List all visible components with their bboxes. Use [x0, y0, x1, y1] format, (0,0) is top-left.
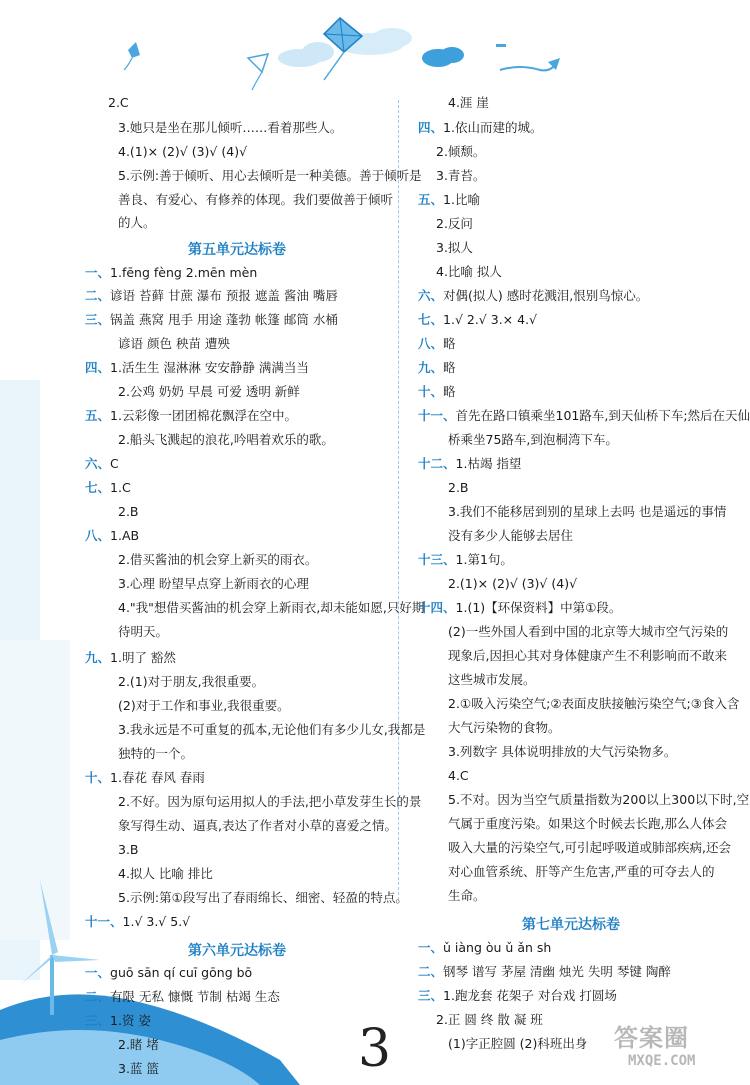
answer-text: 2.船头飞溅起的浪花,吟唱着欢乐的歌。 [118, 432, 334, 447]
question-number: 四、 [418, 120, 444, 135]
answer-text: 4.涯 崖 [448, 95, 489, 110]
answer-line [118, 624, 168, 640]
answer-line [118, 215, 156, 231]
answer-line [85, 528, 139, 544]
answer-text: 1.fēng fèng 2.mēn mèn [110, 265, 258, 280]
question-number: 十、 [85, 770, 111, 785]
page-number-text: 3 [358, 1019, 392, 1076]
answer-line [118, 842, 139, 858]
section-title-text: 第六单元达标卷 [188, 943, 286, 959]
question-number: 十一、 [85, 914, 123, 929]
answer-line [118, 818, 397, 834]
answer-line [418, 312, 537, 328]
column-divider [398, 100, 399, 900]
answer-text: 1.√ 2.√ 3.× 4.√ [443, 312, 538, 327]
answer-text: 钢琴 谱写 茅屋 清幽 烛光 失明 琴键 陶醉 [443, 964, 671, 979]
answer-line [118, 600, 424, 616]
answer-line [418, 336, 456, 352]
question-number: 十一、 [418, 408, 456, 423]
answer-line [85, 650, 176, 666]
answer-text: 4.比喻 拟人 [436, 264, 502, 279]
answer-text: 锅盖 燕窝 甩手 用途 蓬勃 帐篷 邮筒 水桶 [110, 312, 338, 327]
answer-line [448, 95, 489, 111]
answer-line [418, 940, 551, 956]
answer-text: 3.她只是坐在那儿倾听……看着那些人。 [118, 120, 343, 135]
answer-line [418, 120, 542, 136]
answer-text: 2.C [108, 95, 129, 110]
answer-text: 1.AB [110, 528, 140, 543]
answer-text: C [110, 456, 119, 471]
question-number: 六、 [418, 288, 444, 303]
answer-line [118, 576, 309, 592]
section-title-text: 第七单元达标卷 [522, 917, 620, 933]
answer-line [118, 866, 213, 882]
question-number: 一、 [85, 265, 111, 280]
question-number: 三、 [418, 988, 444, 1003]
answer-text: 略 [443, 360, 456, 375]
question-number: 二、 [85, 989, 111, 1004]
question-number: 二、 [418, 964, 444, 979]
question-number: 十二、 [418, 456, 456, 471]
answer-text: 气属于重度污染。如果这个时候去长跑,那么人体会 [448, 816, 727, 831]
answer-line [436, 144, 485, 160]
answer-text: 1.枯竭 指望 [455, 456, 522, 471]
answer-text: 2.睹 堵 [118, 1037, 159, 1052]
answer-line [418, 988, 617, 1004]
answer-text: 的人。 [118, 215, 156, 230]
answer-line [418, 192, 480, 208]
answer-text: 略 [443, 384, 456, 399]
question-number: 八、 [418, 336, 444, 351]
answer-line [85, 965, 252, 981]
answer-line [448, 840, 731, 856]
answer-text: 2.①吸入污染空气;②表面皮肤接触污染空气;③食入含 [448, 696, 740, 711]
question-number: 十三、 [418, 552, 456, 567]
answer-text: 4.拟人 比喻 排比 [118, 866, 213, 881]
answer-line [448, 504, 726, 520]
answer-text: 2.公鸡 奶奶 早晨 可爱 透明 新鲜 [118, 384, 300, 399]
answer-text: 1.资 姿 [110, 1013, 151, 1028]
answer-line [436, 168, 485, 184]
answer-line [448, 672, 536, 688]
answer-text: ǔ iàng òu ǔ ǎn sh [443, 940, 552, 955]
answer-line [118, 120, 342, 136]
question-number: 四、 [85, 360, 111, 375]
answer-text: 1.跑龙套 花架子 对台戏 打圆场 [443, 988, 617, 1003]
answer-line [448, 528, 573, 544]
answer-text: 2.(1)对于朋友,我很重要。 [118, 674, 265, 689]
answer-line [418, 408, 750, 424]
answer-text: 1.春花 春风 春雨 [110, 770, 205, 785]
answer-line [85, 1013, 151, 1029]
section-title-text: 第五单元达标卷 [188, 242, 286, 258]
answer-text: guō sān qí cuī gōng bō [110, 965, 253, 980]
cloud-icon [278, 28, 464, 67]
question-number: 三、 [85, 312, 111, 327]
answer-text: 1.依山而建的城。 [443, 120, 543, 135]
answer-text: 2.正 圆 终 散 凝 班 [436, 1012, 543, 1027]
question-number: 十、 [418, 384, 444, 399]
answer-line [448, 648, 727, 664]
answer-text: (1)字正腔圆 (2)科班出身 [448, 1036, 588, 1051]
answer-text: (2)对于工作和事业,我很重要。 [118, 698, 290, 713]
answer-line [436, 216, 473, 232]
answer-line [85, 770, 205, 786]
answer-line [85, 312, 338, 328]
answer-text: 4.(1)× (2)√ (3)√ (4)√ [118, 144, 248, 159]
question-number: 九、 [85, 650, 111, 665]
answer-line [118, 1037, 159, 1053]
question-number: 十四、 [418, 600, 456, 615]
answer-text: 5.不对。因为当空气质量指数为200以上300以下时,空 [448, 792, 750, 807]
answer-text: 3.我永远是不可重复的孤本,无论他们有多少儿女,我都是 [118, 722, 426, 737]
answer-line [85, 480, 131, 496]
answer-line [85, 288, 338, 304]
answer-text: 1.√ 3.√ 5.√ [122, 914, 191, 929]
answer-text: 桥乘坐75路车,到泡桐湾下车。 [448, 432, 618, 447]
answer-line [448, 744, 676, 760]
answer-text: 4."我"想借买酱油的机会穿上新雨衣,却未能如愿,只好期 [118, 600, 425, 615]
answer-line [448, 576, 577, 592]
answer-line [448, 432, 618, 448]
answer-line [118, 890, 408, 906]
answer-line [118, 552, 317, 568]
answer-text: 生命。 [448, 888, 486, 903]
answer-line [436, 240, 473, 256]
answer-text: 3.青苔。 [436, 168, 486, 183]
answer-line [418, 384, 456, 400]
answer-text: 2.B [118, 504, 139, 519]
answer-text: 首先在路口镇乘坐101路车,到天仙桥下车;然后在天仙 [455, 408, 750, 423]
answer-line [118, 1061, 159, 1077]
answer-text: 2.不好。因为原句运用拟人的手法,把小草发芽生长的景 [118, 794, 422, 809]
answer-text: 对偶(拟人) 感时花溅泪,恨别鸟惊心。 [443, 288, 649, 303]
answer-text: 1.活生生 湿淋淋 安安静静 满满当当 [110, 360, 309, 375]
answer-line [448, 1036, 587, 1052]
answer-line [448, 696, 739, 712]
question-number: 一、 [418, 940, 444, 955]
section-title [188, 239, 286, 259]
answer-line [118, 674, 264, 690]
question-number: 二、 [85, 288, 111, 303]
answer-text: 现象后,因担心其对身体健康产生不利影响而不敢来 [448, 648, 727, 663]
answer-line [418, 288, 648, 304]
answer-line [418, 456, 521, 472]
answer-line [448, 480, 469, 496]
answer-line [85, 360, 309, 376]
answer-line [85, 989, 280, 1005]
answer-line [118, 722, 425, 738]
answer-line [118, 504, 139, 520]
answer-text: 待明天。 [118, 624, 169, 639]
answer-text: 略 [443, 336, 456, 351]
answer-text: 这些城市发展。 [448, 672, 536, 687]
section-title [522, 914, 620, 934]
question-number: 五、 [85, 408, 111, 423]
answer-line [448, 816, 727, 832]
answer-text: 1.C [110, 480, 131, 495]
answer-line [418, 552, 513, 568]
answer-line [448, 768, 469, 784]
answer-line [448, 888, 486, 904]
answer-line [448, 624, 728, 640]
answer-text: 3.B [118, 842, 139, 857]
watermark [614, 1018, 695, 1069]
answer-line [118, 698, 290, 714]
answer-line [436, 1012, 543, 1028]
answer-line [85, 408, 297, 424]
answer-line [448, 720, 561, 736]
answer-text: 1.(1)【环保资料】中第①段。 [455, 600, 622, 615]
question-number: 六、 [85, 456, 111, 471]
answer-text: 2.反问 [436, 216, 473, 231]
section-title [188, 940, 286, 960]
answer-text: 谚语 颜色 秧苗 遭殃 [118, 336, 230, 351]
answer-text: 1.明了 豁然 [110, 650, 176, 665]
answer-text: 4.C [448, 768, 469, 783]
answer-text: 独特的一个。 [118, 746, 194, 761]
answer-text: 2.B [448, 480, 469, 495]
answer-text: 2.倾颓。 [436, 144, 486, 159]
answer-text: 1.比喻 [443, 192, 480, 207]
answer-text: 象写得生动、逼真,表达了作者对小草的喜爱之情。 [118, 818, 397, 833]
answer-line [118, 794, 421, 810]
answer-text: 1.云彩像一团团棉花飘浮在空中。 [110, 408, 297, 423]
answer-text: 有限 无私 慷慨 节制 枯竭 生态 [110, 989, 280, 1004]
answer-line [118, 432, 334, 448]
answer-text: 5.示例:第①段写出了春雨绵长、细密、轻盈的特点。 [118, 890, 408, 905]
answer-line [118, 168, 422, 184]
answer-line [118, 192, 393, 208]
answer-text: 3.我们不能移居到别的星球上去吗 也是遥远的事情 [448, 504, 727, 519]
answer-text: 2.(1)× (2)√ (3)√ (4)√ [448, 576, 578, 591]
answer-line [108, 95, 129, 111]
answer-text: 大气污染物的食物。 [448, 720, 561, 735]
answer-line [418, 964, 671, 980]
answer-text: 2.借买酱油的机会穿上新买的雨衣。 [118, 552, 318, 567]
question-number: 七、 [85, 480, 111, 495]
answer-text: 1.第1句。 [455, 552, 513, 567]
answer-line [85, 914, 190, 930]
answer-text: 5.示例:善于倾听、用心去倾听是一种美德。善于倾听是 [118, 168, 422, 183]
answer-text: 3.心理 盼望早点穿上新雨衣的心理 [118, 576, 309, 591]
answer-line [418, 600, 621, 616]
answer-text: 3.列数字 具体说明排放的大气污染物多。 [448, 744, 677, 759]
answer-line [118, 384, 300, 400]
answer-text: 没有多少人能够去居住 [448, 528, 574, 543]
answer-line [118, 336, 230, 352]
answer-text: 谚语 苔藓 甘蔗 瀑布 预报 遮盖 酱油 嘴唇 [110, 288, 338, 303]
answer-text: 3.拟人 [436, 240, 473, 255]
answer-line [418, 360, 456, 376]
answer-text: (2)一些外国人看到中国的北京等大城市空气污染的 [448, 624, 729, 639]
answer-text: 对心血管系统、肝等产生危害,严重的可夺去人的 [448, 864, 715, 879]
answer-text: 3.蓝 篮 [118, 1061, 159, 1076]
answer-line [436, 264, 502, 280]
question-number: 五、 [418, 192, 444, 207]
answer-line [85, 265, 257, 281]
answer-line [448, 792, 749, 808]
question-number: 三、 [85, 1013, 111, 1028]
kite-icon [496, 44, 560, 70]
answer-line [85, 456, 119, 472]
answer-line [118, 144, 247, 160]
answer-line [448, 864, 714, 880]
question-number: 九、 [418, 360, 444, 375]
question-number: 八、 [85, 528, 111, 543]
answer-text: 善良、有爱心、有修养的体现。我们要做善于倾听 [118, 192, 394, 207]
watermark-text: 答案圈 [614, 1024, 689, 1052]
answer-text: 吸入大量的污染空气,可引起呼吸道或肺部疾病,还会 [448, 840, 731, 855]
question-number: 七、 [418, 312, 444, 327]
answer-line [118, 746, 193, 762]
watermark-url: MXQE.COM [628, 1053, 696, 1069]
page-number [352, 1016, 412, 1076]
question-number: 一、 [85, 965, 111, 980]
